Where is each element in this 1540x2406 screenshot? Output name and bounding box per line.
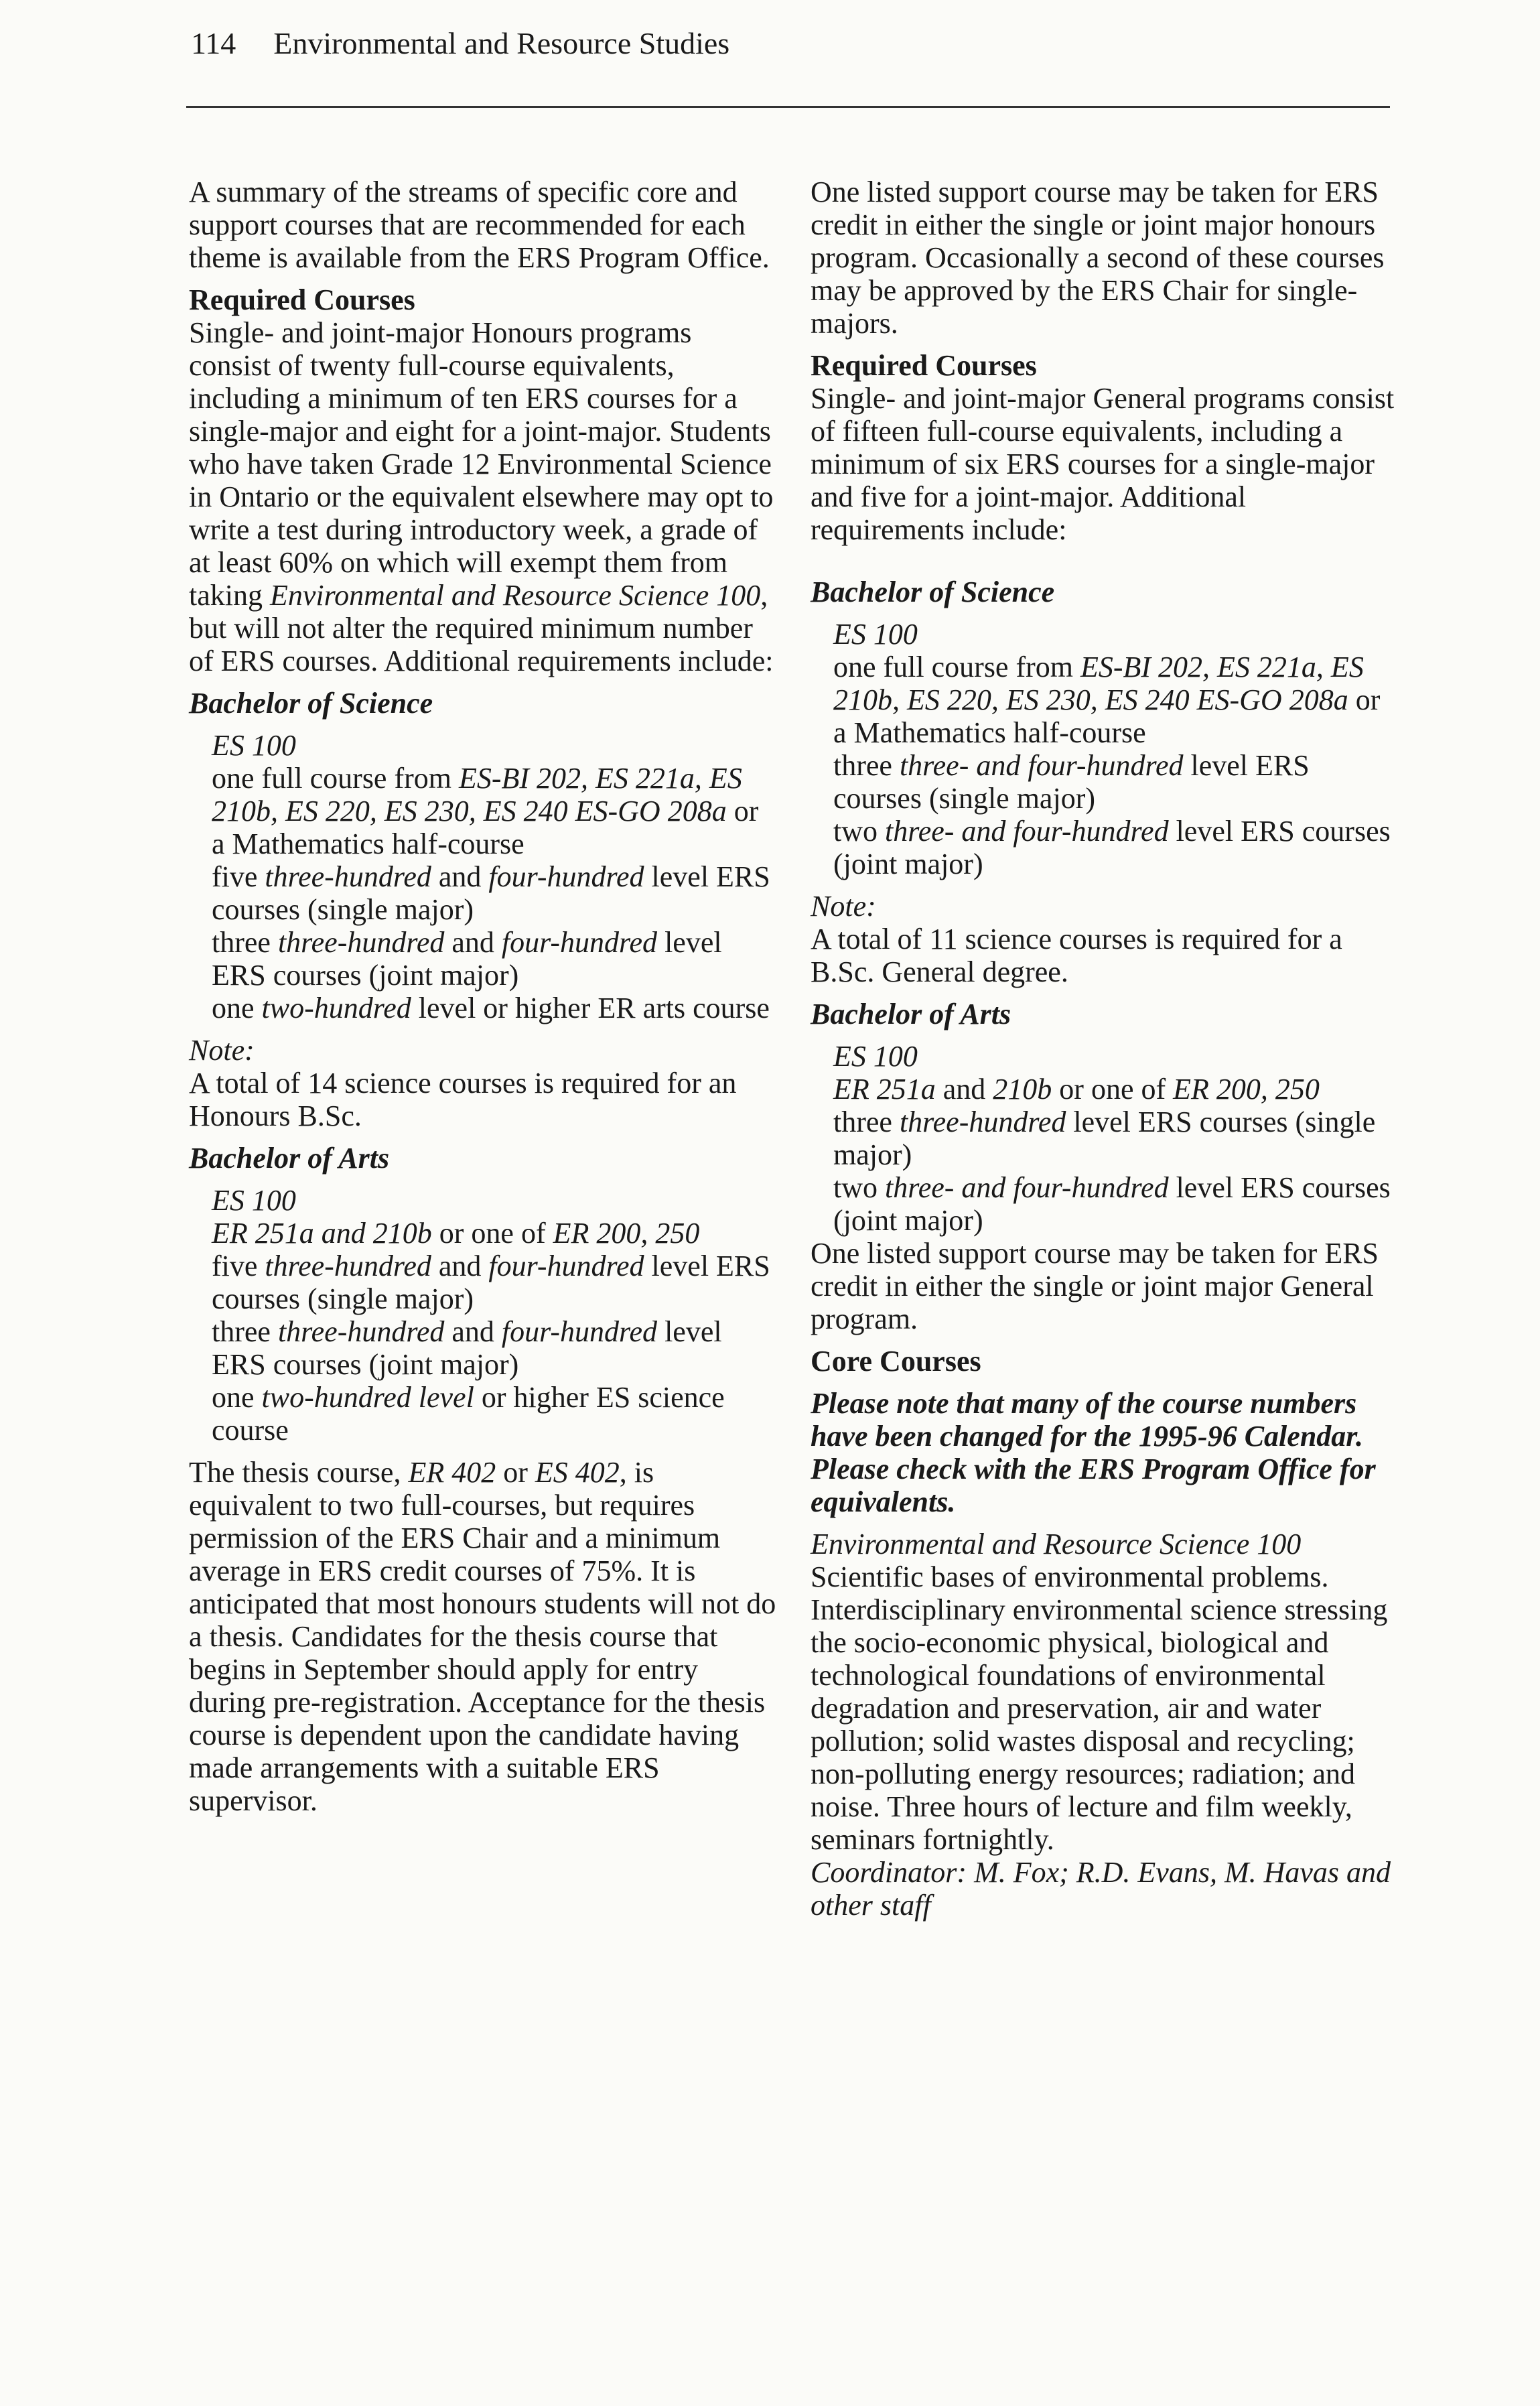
list-item: ES 100 [212,1184,296,1217]
bsc-heading: Bachelor of Science [811,576,1055,608]
page-number: 114 [191,26,236,60]
intro-paragraph: A summary of the streams of specific core and support courses that are recommended for each theme is available from the ERS Program Office. [189,176,770,274]
list-item: one full course from ES-BI 202, ES 221a, ES 210b, ES 220, ES 230, ES 240 ES-GO 208a or a Mathematics half-course [833,651,1381,749]
bsc-requirements [189,729,778,1024]
required-courses-paragraph: Single- and joint-major Honours programs consist of twenty full-course equivalents, including a minimum of ten ERS courses for a single-major and eight for a joint-major. Students who have taken Grade 12 Environmental Science in Ontario or the equivalent elsewhere may opt to write a test during introductory week, a grade of at least 60% on which will exempt them from taking Environmental and Resource Science 100, but will not alter the required minimum number of ERS courses. Additional requirements include: [189,316,774,677]
course-description: Scientific bases of environmental problems. Interdisciplinary environmental science stressing the socio-economic physical, biological and technological foundations of environmental degradation and preservation, air and water pollution; solid wastes disposal and recycling; non-polluting energy resources; radiation; and noise. Three hours of lecture and film weekly, seminars fortnightly. [811,1560,1388,1856]
required-courses-heading: Required Courses [811,349,1037,382]
course-title: Environmental and Resource Science 100 [811,1528,1302,1560]
list-item: three three-hundred level ERS courses (single major) [833,1106,1376,1171]
note-label: Note: [189,1034,255,1067]
list-item: three three-hundred and four-hundred level ERS courses (joint major) [212,1315,722,1381]
list-item: two three- and four-hundred level ERS courses (joint major) [833,815,1391,880]
list-item: three three- and four-hundred level ERS courses (single major) [833,749,1310,815]
list-item: three three-hundred and four-hundred level ERS courses (joint major) [212,926,722,992]
list-item: five three-hundred and four-hundred level ERS courses (single major) [212,1250,770,1315]
list-item: one two-hundred level or higher ES science course [212,1381,725,1447]
header-rule [186,106,1390,108]
list-item: five three-hundred and four-hundred level ERS courses (single major) [212,860,770,926]
ba-heading: Bachelor of Arts [189,1142,390,1175]
support-paragraph-general: One listed support course may be taken for ERS credit in either the single or joint major General program. [811,1237,1379,1335]
required-courses-heading: Required Courses [189,283,415,316]
list-item: ER 251a and 210b or one of ER 200, 250 [833,1073,1320,1106]
list-item: one two-hundred level or higher ER arts course [212,992,770,1024]
list-item: ER 251a and 210b or one of ER 200, 250 [212,1217,700,1250]
list-item: ES 100 [212,729,296,762]
list-item: two three- and four-hundred level ERS courses (joint major) [833,1171,1391,1237]
list-item: ES 100 [833,618,918,651]
note-text: A total of 14 science courses is required for an Honours B.Sc. [189,1067,737,1132]
note-label: Note: [811,890,876,923]
course-coordinator: Coordinator: M. Fox; R.D. Evans, M. Havas and other staff [811,1856,1391,1922]
list-item: one full course from ES-BI 202, ES 221a, ES 210b, ES 220, ES 230, ES 240 ES-GO 208a or a Mathematics half-course [212,762,759,860]
bsc-requirements [811,618,1400,880]
right-column [811,176,1400,1922]
support-paragraph: One listed support course may be taken for ERS credit in either the single or joint major honours program. Occasionally a second of these courses may be approved by the ERS Chair for single-majors. [811,176,1385,340]
page-header [191,25,729,61]
note-text: A total of 11 science courses is required for a B.Sc. General degree. [811,923,1342,988]
renumbering-notice: Please note that many of the course numbers have been changed for the 1995-96 Calendar. Please check with the ERS Program Office for equivalents. [811,1387,1376,1518]
bsc-heading: Bachelor of Science [189,687,433,720]
left-column [189,176,778,1817]
section-title: Environmental and Resource Studies [273,26,730,60]
ba-heading: Bachelor of Arts [811,998,1011,1030]
ba-requirements [189,1184,778,1447]
ba-requirements [811,1040,1400,1237]
core-courses-heading: Core Courses [811,1345,981,1378]
required-courses-paragraph: Single- and joint-major General programs consist of fifteen full-course equivalents, including a minimum of six ERS courses for a single-major and five for a joint-major. Additional requirements include: [811,382,1395,546]
list-item: ES 100 [833,1040,918,1073]
thesis-paragraph: The thesis course, ER 402 or ES 402, is equivalent to two full-courses, but requires permission of the ERS Chair and a minimum average in ERS credit courses of 75%. It is anticipated that most honours students will not do a thesis. Candidates for the thesis course that begins in September should apply for entry during pre-registration. Acceptance for the thesis course is dependent upon the candidate having made arrangements with a suitable ERS supervisor. [189,1456,776,1817]
